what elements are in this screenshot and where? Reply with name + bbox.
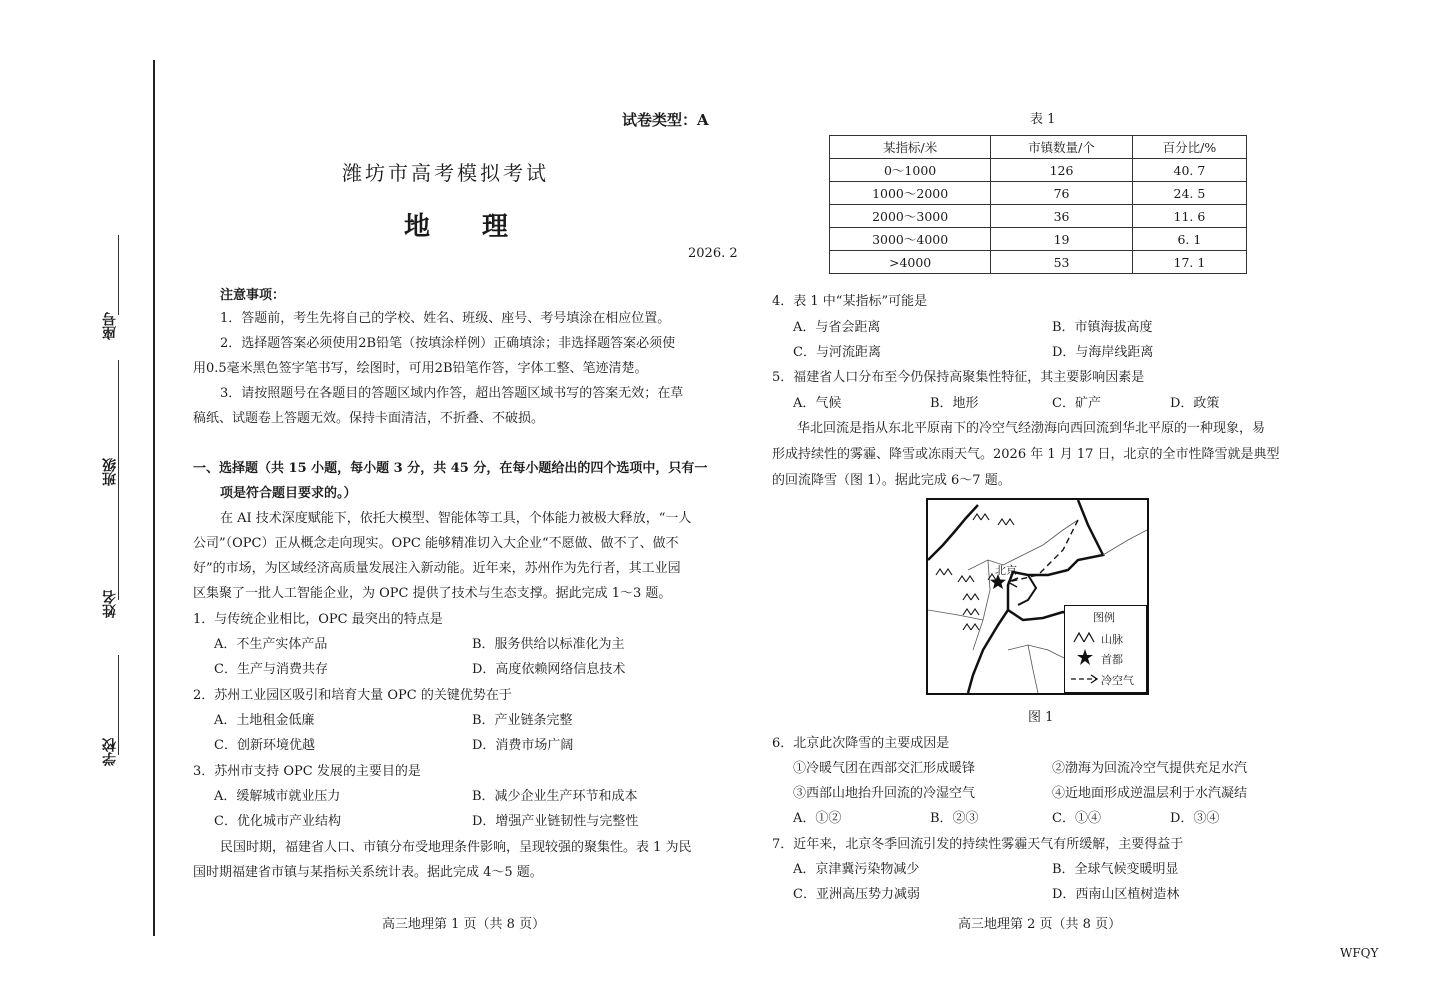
mountain-icon bbox=[1073, 631, 1095, 643]
option-q7-c[interactable]: C．亚洲高压势力减弱 bbox=[793, 887, 920, 902]
statement-q6-1: ①冷暖气团在西部交汇形成暖锋 bbox=[793, 761, 976, 776]
option-q4-b[interactable]: B．市镇海拔高度 bbox=[1052, 320, 1153, 335]
section-title: 一、选择题（共 15 小题，每小题 3 分，共 45 分，在每小题给出的四个选项中，只有一 bbox=[193, 461, 708, 476]
question-4: 4．表 1 中“某指标”可能是 bbox=[772, 294, 928, 309]
page-footer-1: 高三地理第 1 页（共 8 页） bbox=[382, 917, 546, 932]
option-q4-a[interactable]: A．与省会距离 bbox=[793, 320, 881, 335]
option-q2-d[interactable]: D．消费市场广阔 bbox=[472, 738, 574, 753]
option-q1-d[interactable]: D．高度依赖网络信息技术 bbox=[472, 662, 626, 677]
seat-label: 座号 bbox=[102, 312, 118, 340]
option-q2-a[interactable]: A．土地租金低廉 bbox=[214, 713, 315, 728]
table-header-row bbox=[830, 136, 1247, 159]
legend-title: 图例 bbox=[1093, 611, 1115, 624]
table-cell: 76 bbox=[991, 182, 1133, 205]
exam-name: 潍坊市高考模拟考试 bbox=[342, 161, 549, 185]
option-q3-b[interactable]: B．减少企业生产环节和成本 bbox=[472, 789, 638, 804]
notice-line: 稿纸、试题卷上答题无效。保持卡面清洁，不折叠、不破损。 bbox=[193, 411, 545, 426]
passage-line: 区集聚了一批人工智能企业，为 OPC 提供了技术与生态支撑。据此完成 1～3 题。 bbox=[193, 586, 672, 601]
passage-line: 公司”（OPC）正从概念走向现实。OPC 能够精准切入大企业“不愿做、做不了、做不 bbox=[193, 536, 679, 551]
notice-line: 3．请按照题号在各题目的答题区域内作答，超出答题区域书写的答案无效；在草 bbox=[220, 386, 684, 401]
corner-code: WFQY bbox=[1340, 946, 1379, 960]
school-label: 学校 bbox=[102, 738, 118, 766]
option-q5-d[interactable]: D．政策 bbox=[1170, 396, 1220, 411]
data-table bbox=[829, 135, 1247, 274]
name-label: 姓名 bbox=[102, 590, 118, 618]
notice-title: 注意事项： bbox=[220, 288, 286, 303]
table-cell: 19 bbox=[991, 228, 1133, 251]
passage-line: 好”的市场，为区域经济高质量发展注入新动能。近年来，苏州作为先行者，其工业园 bbox=[193, 561, 681, 576]
table-cell: 11. 6 bbox=[1132, 205, 1246, 228]
table-cell: 24. 5 bbox=[1132, 182, 1246, 205]
option-q5-a[interactable]: A．气候 bbox=[793, 396, 842, 411]
subject-title: 地 理 bbox=[404, 212, 509, 242]
legend-item-capital: 首都 bbox=[1101, 653, 1123, 666]
legend-item-mountain: 山脉 bbox=[1101, 633, 1123, 646]
passage-line: 华北回流是指从东北平原南下的冷空气经渤海向西回流到华北平原的一种现象，易 bbox=[797, 421, 1266, 436]
table-cell: 53 bbox=[991, 251, 1133, 274]
table-row bbox=[830, 159, 1247, 182]
question-6: 6．北京此次降雪的主要成因是 bbox=[772, 736, 950, 751]
table-row bbox=[830, 251, 1247, 274]
option-q7-a[interactable]: A．京津冀污染物减少 bbox=[793, 862, 920, 877]
option-q2-c[interactable]: C．创新环境优越 bbox=[214, 738, 315, 753]
table-header: 百分比/% bbox=[1132, 136, 1246, 159]
table-cell: 1000～2000 bbox=[830, 182, 991, 205]
table-row bbox=[830, 182, 1247, 205]
question-3: 3．苏州市支持 OPC 发展的主要目的是 bbox=[193, 764, 421, 779]
statement-q6-2: ②渤海为回流冷空气提供充足水汽 bbox=[1052, 761, 1248, 776]
option-q3-a[interactable]: A．缓解城市就业压力 bbox=[214, 789, 341, 804]
table-cell: 2000～3000 bbox=[830, 205, 991, 228]
question-7: 7．近年来，北京冬季回流引发的持续性雾霾天气有所缓解，主要得益于 bbox=[772, 837, 1184, 852]
section-title-cont: 项是符合题目要求的。） bbox=[220, 486, 357, 501]
table-cell: 36 bbox=[991, 205, 1133, 228]
option-q6-a[interactable]: A．①② bbox=[793, 811, 842, 826]
passage-line: 民国时期，福建省人口、市镇分布受地理条件影响，呈现较强的聚集性。表 1 为民 bbox=[220, 840, 692, 855]
notice-line: 1．答题前，考生先将自己的学校、姓名、班级、座号、考号填涂在相应位置。 bbox=[220, 311, 671, 326]
passage-line: 国时期福建省市镇与某指标关系统计表。据此完成 4～5 题。 bbox=[193, 865, 543, 880]
school-blank[interactable] bbox=[118, 655, 119, 755]
table-cell: 6. 1 bbox=[1132, 228, 1246, 251]
option-q5-b[interactable]: B．地形 bbox=[930, 396, 979, 411]
question-5: 5．福建省人口分布至今仍保持高聚集性特征，其主要影响因素是 bbox=[772, 370, 1145, 385]
class-blank[interactable] bbox=[118, 360, 119, 460]
passage-line: 的回流降雪（图 1）。据此完成 6～7 题。 bbox=[772, 473, 1011, 488]
option-q1-a[interactable]: A．不生产实体产品 bbox=[214, 637, 328, 652]
notice-line: 用0.5毫米黑色签字笔书写，绘图时，可用2B铅笔作答，字体工整、笔迹清楚。 bbox=[193, 361, 648, 376]
question-2: 2．苏州工业园区吸引和培育大量 OPC 的关键优势在于 bbox=[193, 688, 512, 703]
table-row bbox=[830, 205, 1247, 228]
capital-star-icon bbox=[1077, 649, 1093, 665]
class-label: 班级 bbox=[102, 458, 118, 486]
exam-date: 2026. 2 bbox=[688, 246, 738, 261]
option-q3-c[interactable]: C．优化城市产业结构 bbox=[214, 814, 341, 829]
map-legend bbox=[1064, 605, 1147, 693]
option-q3-d[interactable]: D．增强产业链韧性与完整性 bbox=[472, 814, 639, 829]
table-row bbox=[830, 228, 1247, 251]
seat-blank[interactable] bbox=[118, 235, 119, 315]
option-q7-b[interactable]: B．全球气候变暖明显 bbox=[1052, 862, 1179, 877]
notice-line: 2．选择题答案必须使用2B铅笔（按填涂样例）正确填涂；非选择题答案必须使 bbox=[220, 336, 676, 351]
legend-item-cold-air: 冷空气 bbox=[1101, 674, 1134, 687]
option-q1-b[interactable]: B．服务供给以标准化为主 bbox=[472, 637, 625, 652]
table-cell: 0～1000 bbox=[830, 159, 991, 182]
figure-1-map bbox=[926, 498, 1149, 695]
table-cell: 3000～4000 bbox=[830, 228, 991, 251]
table-header: 某指标/米 bbox=[830, 136, 991, 159]
cold-air-arrow-icon bbox=[1070, 674, 1098, 684]
table-cell: 17. 1 bbox=[1132, 251, 1246, 274]
page-footer-2: 高三地理第 2 页（共 8 页） bbox=[958, 917, 1122, 932]
statement-q6-4: ④近地面形成逆温层利于水汽凝结 bbox=[1052, 786, 1248, 801]
paper-type: 试卷类型：A bbox=[622, 111, 709, 129]
option-q7-d[interactable]: D．西南山区植树造林 bbox=[1052, 887, 1180, 902]
table-cell: 40. 7 bbox=[1132, 159, 1246, 182]
table-cell: 126 bbox=[991, 159, 1133, 182]
statement-q6-3: ③西部山地抬升回流的冷湿空气 bbox=[793, 786, 976, 801]
option-q6-d[interactable]: D．③④ bbox=[1170, 811, 1220, 826]
binding-line bbox=[153, 60, 155, 936]
option-q2-b[interactable]: B．产业链条完整 bbox=[472, 713, 573, 728]
option-q6-c[interactable]: C．①④ bbox=[1052, 811, 1101, 826]
option-q4-c[interactable]: C．与河流距离 bbox=[793, 345, 881, 360]
option-q5-c[interactable]: C．矿产 bbox=[1052, 396, 1101, 411]
option-q6-b[interactable]: B．②③ bbox=[930, 811, 979, 826]
figure-caption: 图 1 bbox=[1028, 710, 1054, 725]
option-q4-d[interactable]: D．与海岸线距离 bbox=[1052, 345, 1154, 360]
option-q1-c[interactable]: C．生产与消费共存 bbox=[214, 662, 328, 677]
table-header: 市镇数量/个 bbox=[991, 136, 1133, 159]
passage-line: 在 AI 技术深度赋能下，依托大模型、智能体等工具，个体能力被极大释放，“一人 bbox=[220, 511, 692, 526]
map-city-label: 北京 bbox=[995, 564, 1017, 577]
table-title: 表 1 bbox=[1030, 112, 1056, 127]
passage-line: 形成持续性的雾霾、降雪或冻雨天气。2026 年 1 月 17 日，北京的全市性降雪就是典型 bbox=[772, 447, 1280, 462]
table-cell: >4000 bbox=[830, 251, 991, 274]
question-1: 1．与传统企业相比，OPC 最突出的特点是 bbox=[193, 612, 443, 627]
